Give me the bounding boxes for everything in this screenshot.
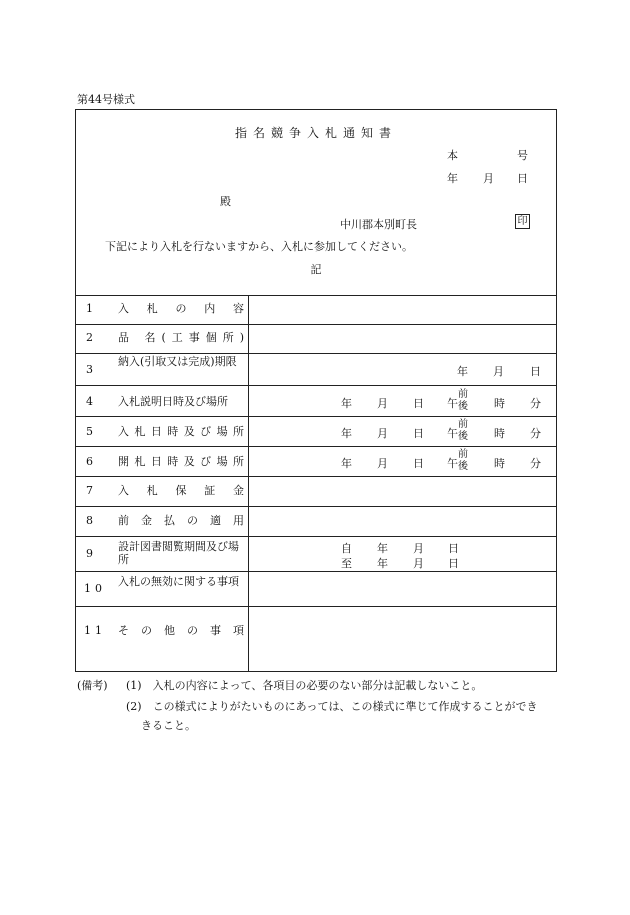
divider bbox=[76, 353, 556, 354]
deadline-year: 年 bbox=[457, 365, 468, 378]
form-title: 指名競争入札通知書 bbox=[234, 126, 397, 140]
pm-mark: 後 bbox=[458, 461, 468, 472]
column-divider bbox=[248, 295, 249, 671]
row-label: 入札の無効に関する事項 bbox=[118, 575, 239, 588]
month-unit: 月 bbox=[413, 542, 424, 555]
hour-unit: 時 bbox=[494, 427, 505, 440]
divider bbox=[76, 446, 556, 447]
ki-heading: 記 bbox=[310, 263, 322, 276]
divider bbox=[76, 606, 556, 607]
issuer-name: 中川郡本別町長 bbox=[340, 218, 417, 231]
row-label: 前金払の適用 bbox=[118, 514, 244, 527]
day-unit: 日 bbox=[413, 427, 424, 440]
row-number: 4 bbox=[86, 395, 93, 408]
gozen-suffix: 午 bbox=[447, 397, 458, 410]
row-label: 入札説明日時及び場所 bbox=[118, 395, 228, 408]
remark-item-1: (1) 入札の内容によって、各項目の必要のない部分は記載しないこと。 bbox=[126, 679, 483, 692]
gozen-suffix: 午 bbox=[447, 427, 458, 440]
notice-text: 下記により入札を行ないますから、入札に参加してください。 bbox=[105, 240, 413, 253]
minute-unit: 分 bbox=[530, 427, 541, 440]
divider bbox=[76, 506, 556, 507]
remark-item-2: (2) この様式によりがたいものにあっては、この様式に準じて作成することができ bbox=[126, 700, 538, 713]
row-number: 7 bbox=[86, 484, 93, 497]
hour-unit: 時 bbox=[494, 397, 505, 410]
day-unit: 日 bbox=[413, 397, 424, 410]
row-label: 開札日時及び場所 bbox=[118, 455, 244, 468]
divider bbox=[76, 416, 556, 417]
row-number: 10 bbox=[84, 582, 106, 595]
minute-unit: 分 bbox=[530, 397, 541, 410]
row-number: 8 bbox=[86, 514, 93, 527]
day-unit: 日 bbox=[413, 457, 424, 470]
divider bbox=[76, 536, 556, 537]
hour-unit: 時 bbox=[494, 457, 505, 470]
row-number: 1 bbox=[86, 302, 93, 315]
month-unit: 月 bbox=[377, 397, 388, 410]
month-unit: 月 bbox=[377, 457, 388, 470]
row-number: 11 bbox=[84, 624, 106, 637]
period-to: 至 bbox=[341, 557, 352, 570]
year-unit: 年 bbox=[377, 557, 388, 570]
row-number: 6 bbox=[86, 455, 93, 468]
row-label: その他の事項 bbox=[118, 624, 244, 637]
remark-item-2-continued: きること。 bbox=[141, 719, 196, 732]
divider bbox=[76, 571, 556, 572]
gozen-suffix: 午 bbox=[447, 457, 458, 470]
year-unit: 年 bbox=[341, 397, 352, 410]
pm-mark: 後 bbox=[458, 401, 468, 412]
row-number: 2 bbox=[86, 331, 93, 344]
row-number: 3 bbox=[86, 363, 93, 376]
day-unit: 日 bbox=[448, 557, 459, 570]
form-number: 第44号様式 bbox=[77, 93, 135, 106]
remarks-label: (備考) bbox=[77, 679, 108, 692]
row-label: 品 名(工事個所) bbox=[118, 331, 244, 344]
pm-mark: 後 bbox=[458, 431, 468, 442]
divider bbox=[76, 295, 556, 296]
year-unit: 年 bbox=[341, 457, 352, 470]
row-label: 入札日時及び場所 bbox=[118, 425, 244, 438]
month-unit: 月 bbox=[413, 557, 424, 570]
am-mark: 前 bbox=[458, 449, 468, 460]
notice-form-frame bbox=[75, 109, 557, 672]
date-day: 日 bbox=[517, 172, 528, 185]
date-month: 月 bbox=[483, 172, 494, 185]
deadline-day: 日 bbox=[530, 365, 541, 378]
am-mark: 前 bbox=[458, 419, 468, 430]
addressee-honorific: 殿 bbox=[220, 195, 231, 208]
row-label: 入札の内容 bbox=[118, 302, 244, 315]
row-label: 設計図書閲覧期間及び場所 bbox=[118, 540, 239, 566]
month-unit: 月 bbox=[377, 427, 388, 440]
row-label: 納入(引取又は完成)期限 bbox=[118, 355, 237, 368]
minute-unit: 分 bbox=[530, 457, 541, 470]
year-unit: 年 bbox=[377, 542, 388, 555]
divider bbox=[76, 324, 556, 325]
divider bbox=[76, 385, 556, 386]
seal-mark: 印 bbox=[515, 214, 530, 229]
year-unit: 年 bbox=[341, 427, 352, 440]
date-year: 年 bbox=[447, 172, 458, 185]
day-unit: 日 bbox=[448, 542, 459, 555]
deadline-month: 月 bbox=[493, 365, 504, 378]
period-from: 自 bbox=[341, 542, 352, 555]
doc-number-suffix: 号 bbox=[517, 149, 528, 162]
am-mark: 前 bbox=[458, 389, 468, 400]
doc-number-prefix: 本 bbox=[447, 149, 458, 162]
row-label: 入札保証金 bbox=[118, 484, 244, 497]
divider bbox=[76, 476, 556, 477]
row-number: 9 bbox=[86, 547, 93, 560]
row-number: 5 bbox=[86, 425, 93, 438]
